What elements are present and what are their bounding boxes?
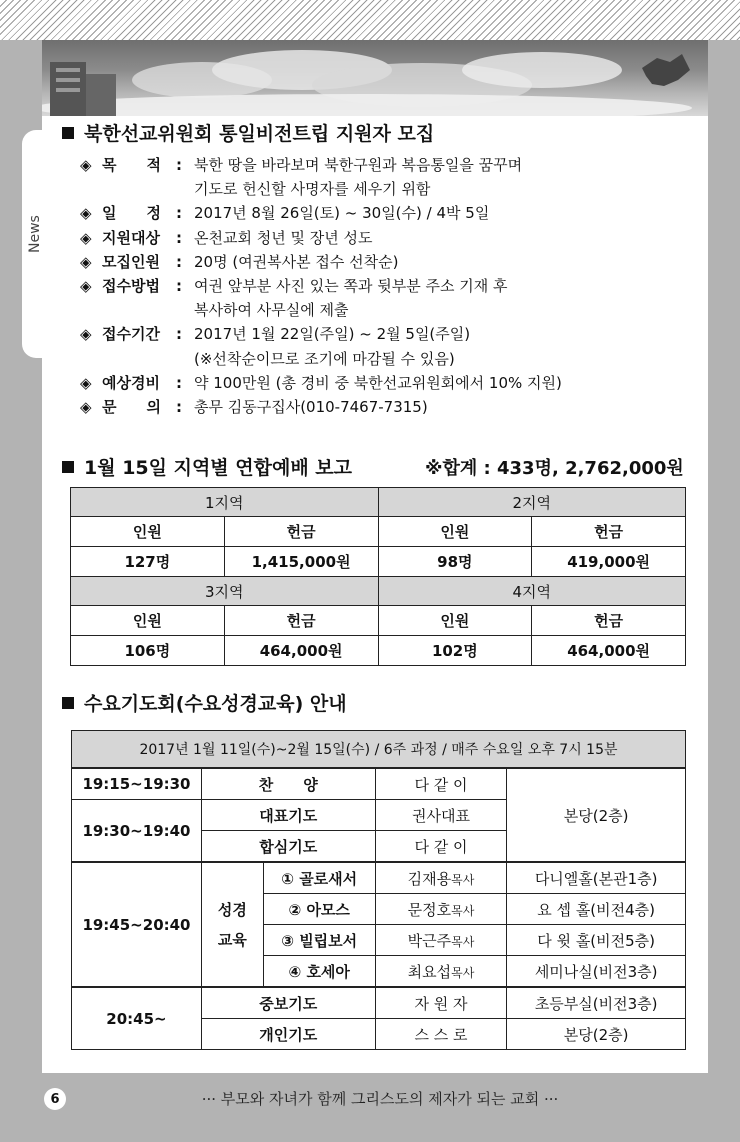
- program-cell: 중보기도: [201, 987, 375, 1019]
- wednesday-heading: [62, 689, 347, 716]
- class-room: 다 윗 홀(비전5층): [507, 925, 686, 956]
- info-row: (※선착순이므로 조기에 마감될 수 있음): [194, 349, 455, 368]
- place-cell: 본당(2층): [507, 768, 686, 862]
- table-cell: 419,000원: [532, 547, 686, 577]
- leader-cell: 자 원 자: [375, 987, 507, 1019]
- program-cell: 합심기도: [201, 831, 375, 863]
- leader-cell: 다 같 이: [375, 831, 507, 863]
- col-header: 헌금: [532, 517, 686, 547]
- diamond-bullet-icon: ◈: [80, 325, 92, 344]
- info-row: ◈ 접수방법 : 여권 앞부분 사진 있는 쪽과 뒷부분 주소 기재 후: [80, 274, 700, 298]
- table-cell: 464,000원: [224, 636, 378, 666]
- info-row: ◈ 일 정 : 2017년 8월 26일(토) ~ 30일(수) / 4박 5일: [80, 201, 700, 225]
- class-room: 요 셉 홀(비전4층): [507, 894, 686, 925]
- place-cell: 본당(2층): [507, 1019, 686, 1050]
- page-number: 6: [44, 1088, 66, 1110]
- col-header: 헌금: [532, 606, 686, 636]
- info-row: ◈ 문 의 : 총무 김동구집사(010-7467-7315): [80, 395, 700, 419]
- col-header: 헌금: [224, 606, 378, 636]
- leader-cell: 권사대표: [375, 800, 507, 831]
- info-row: ◈ 접수기간 : 2017년 1월 22일(주일) ~ 2월 5일(주일): [80, 322, 700, 346]
- diamond-bullet-icon: ◈: [80, 373, 92, 392]
- table-cell: 1,415,000원: [224, 547, 378, 577]
- program-cell: 찬 양: [201, 768, 375, 800]
- class-teacher: 박근주목사: [375, 925, 507, 956]
- col-header: 인원: [71, 517, 225, 547]
- class-book: ① 골로새서: [263, 862, 375, 894]
- wednesday-schedule-table: [71, 730, 686, 1050]
- time-cell: 19:45~20:40: [72, 862, 202, 987]
- report-title: 1월 15일 지역별 연합예배 보고: [84, 457, 353, 479]
- info-row: ◈ 모집인원 : 20명 (여권복사본 접수 선착순): [80, 250, 700, 274]
- recruit-heading: [62, 119, 434, 146]
- table-cell: 127명: [71, 547, 225, 577]
- table-cell: 106명: [71, 636, 225, 666]
- table-cell: 464,000원: [532, 636, 686, 666]
- time-cell: 20:45~: [72, 987, 202, 1050]
- time-cell: 19:15~19:30: [72, 768, 202, 800]
- program-cell: 대표기도: [201, 800, 375, 831]
- header-banner-image: [42, 40, 708, 116]
- program-cell: 개인기도: [201, 1019, 375, 1050]
- col-header: 인원: [71, 606, 225, 636]
- col-header: 인원: [378, 606, 532, 636]
- diamond-bullet-icon: ◈: [80, 228, 92, 247]
- region-name: 2지역: [378, 488, 686, 517]
- square-bullet-icon: [62, 461, 74, 473]
- leader-cell: 스 스 로: [375, 1019, 507, 1050]
- recruit-info-list: [80, 153, 700, 419]
- diamond-bullet-icon: ◈: [80, 156, 92, 174]
- news-side-label: News: [27, 215, 43, 253]
- region-name: 3지역: [71, 577, 379, 606]
- report-heading: [62, 453, 352, 480]
- region-name: 1지역: [71, 488, 379, 517]
- class-book: ② 아모스: [263, 894, 375, 925]
- info-row: 기도로 헌신할 사명자를 세우기 위함: [194, 180, 431, 199]
- footer-slogan: ··· 부모와 자녀가 함께 그리스도의 제자가 되는 교회 ···: [201, 1090, 559, 1108]
- class-room: 세미나실(비전3층): [507, 956, 686, 988]
- class-room: 다니엘홀(본관1층): [507, 862, 686, 894]
- diamond-bullet-icon: ◈: [80, 398, 92, 417]
- report-total: ※합계 : 433명, 2,762,000원: [425, 458, 684, 479]
- class-book: ③ 빌립보서: [263, 925, 375, 956]
- diamond-bullet-icon: ◈: [80, 277, 92, 296]
- leader-cell: 다 같 이: [375, 768, 507, 800]
- diamond-bullet-icon: ◈: [80, 252, 92, 271]
- table-cell: 102명: [378, 636, 532, 666]
- class-teacher: 최요섭목사: [375, 956, 507, 988]
- class-book: ④ 호세아: [263, 956, 375, 988]
- time-cell: 19:30~19:40: [72, 800, 202, 863]
- schedule-header: 2017년 1월 11일(수)~2월 15일(수) / 6주 과정 / 매주 수요일 오후 7시 15분: [72, 731, 686, 769]
- diamond-bullet-icon: ◈: [80, 204, 92, 223]
- bible-edu-cell: 성경 교육: [201, 862, 263, 987]
- class-teacher: 문정호목사: [375, 894, 507, 925]
- wednesday-title: 수요기도회(수요성경교육) 안내: [84, 693, 347, 715]
- info-row: ◈ 예상경비 : 약 100만원 (총 경비 중 북한선교위원회에서 10% 지원): [80, 371, 700, 395]
- square-bullet-icon: [62, 697, 74, 709]
- region-name: 4지역: [378, 577, 686, 606]
- banner-illustration: [42, 40, 708, 116]
- table-cell: 98명: [378, 547, 532, 577]
- right-border: [708, 40, 740, 1075]
- place-cell: 초등부실(비전3층): [507, 987, 686, 1019]
- region-report-table: [70, 487, 686, 666]
- info-row: 복사하여 사무실에 제출: [194, 301, 349, 320]
- col-header: 인원: [378, 517, 532, 547]
- square-bullet-icon: [62, 127, 74, 139]
- class-teacher: 김재용목사: [375, 862, 507, 894]
- info-row: ◈ 지원대상 : 온천교회 청년 및 장년 성도: [80, 226, 700, 250]
- col-header: 헌금: [224, 517, 378, 547]
- top-hatch-pattern: [0, 0, 740, 40]
- recruit-title: 북한선교위원회 통일비전트립 지원자 모집: [84, 123, 435, 145]
- info-row: ◈ 목 적 : 북한 땅을 바라보며 북한구원과 복음통일을 꿈꾸며: [80, 153, 700, 177]
